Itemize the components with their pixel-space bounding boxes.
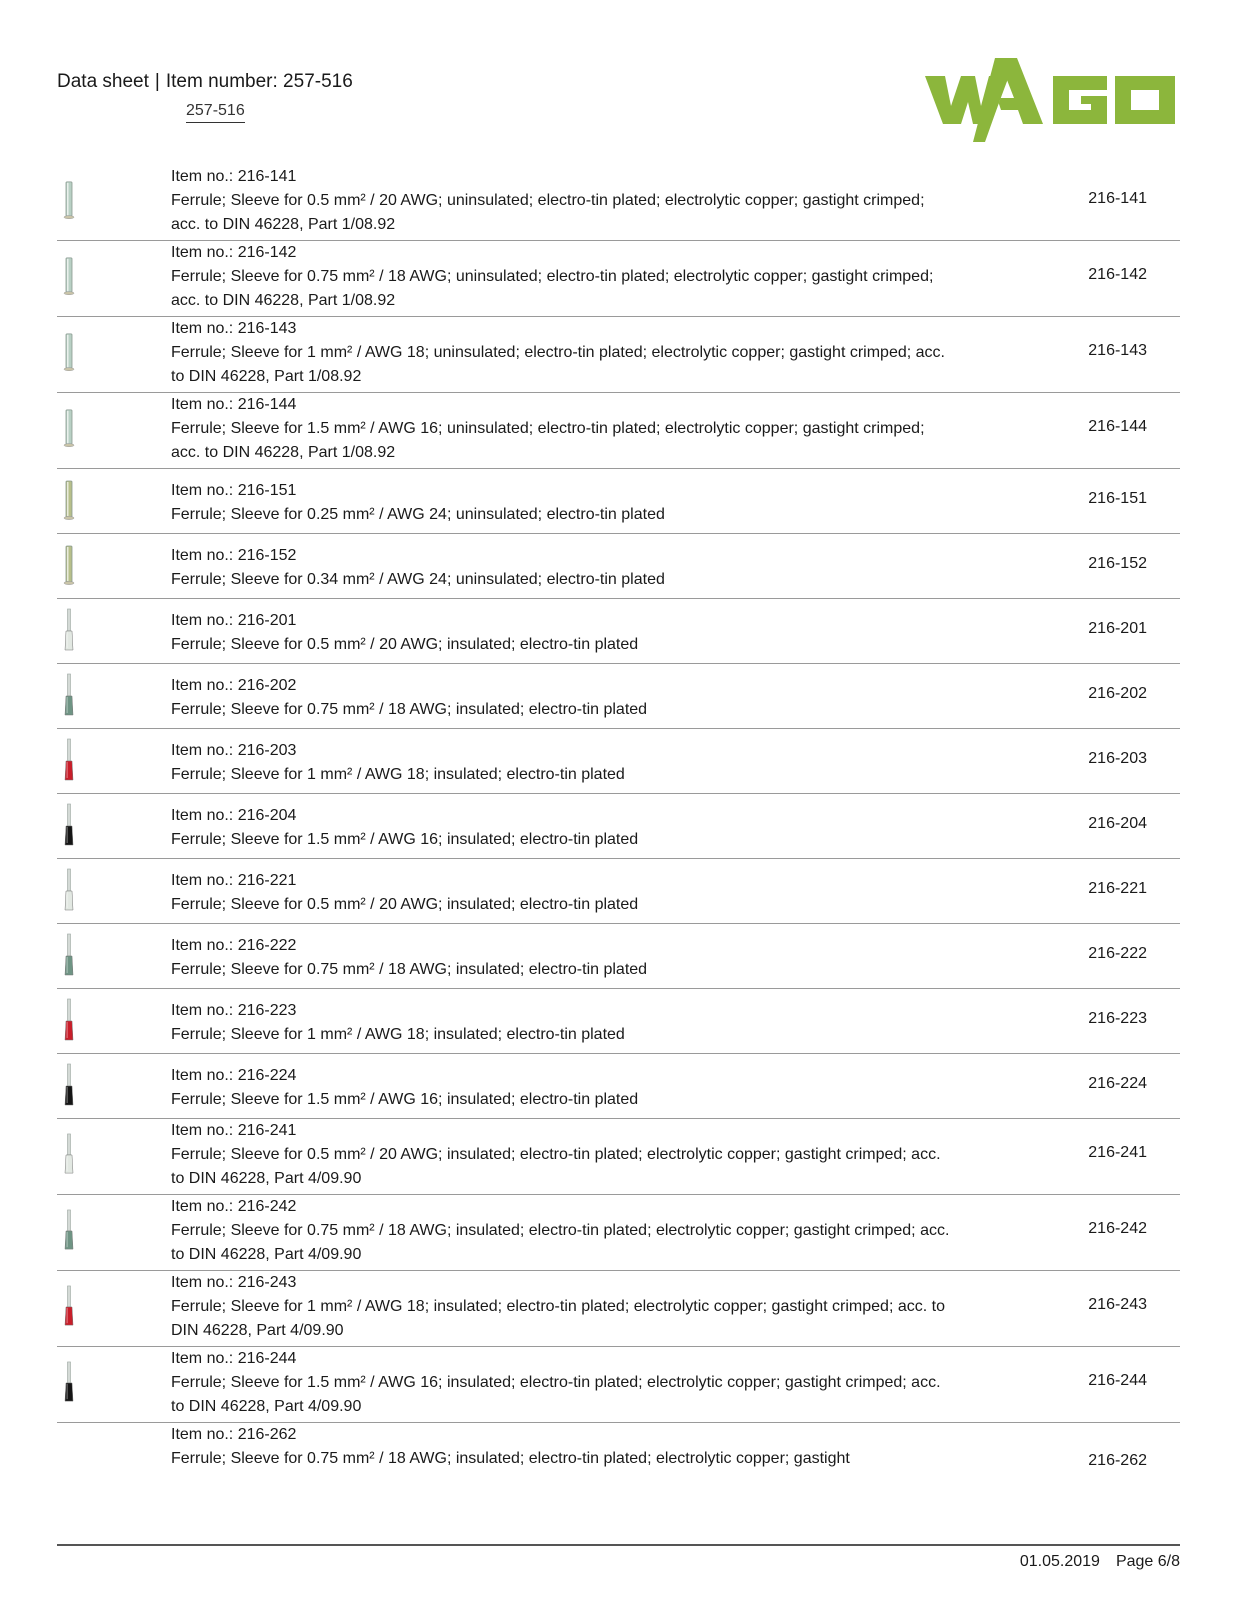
item-number: Item no.: 216-262 <box>171 1426 297 1443</box>
wago-logo-graphic <box>925 58 1180 143</box>
item-description-block <box>171 393 950 465</box>
ferrule-insulated-icon <box>59 998 79 1042</box>
item-description: Ferrule; Sleeve for 1 mm² / AWG 18; uninsulated; electro-tin plated; electrolytic copper; gastight crimped; acc. to DIN 46228, Part 1/08.92 <box>171 344 945 385</box>
item-number-label: Item number: 257-516 <box>165 71 353 92</box>
ferrule-uninsulated-graphic <box>59 331 79 373</box>
item-description: Ferrule; Sleeve for 0.75 mm² / 18 AWG; insulated; electro-tin plated; electrolytic copper; gastight <box>171 1450 850 1467</box>
ferrule-uninsulated-graphic <box>59 179 79 221</box>
item-description-block <box>171 934 950 982</box>
item-number: Item no.: 216-244 <box>171 1350 297 1367</box>
ferrule-uninsulated-icon <box>59 255 79 297</box>
table-row <box>57 165 1180 241</box>
table-row <box>57 859 1180 924</box>
item-description: Ferrule; Sleeve for 1 mm² / AWG 18; insulated; electro-tin plated <box>171 1026 625 1043</box>
item-number: Item no.: 216-152 <box>171 547 297 564</box>
item-description: Ferrule; Sleeve for 1.5 mm² / AWG 16; insulated; electro-tin plated <box>171 831 639 848</box>
item-description-block <box>171 1271 950 1343</box>
doc-type: Data sheet <box>57 71 149 92</box>
item-description-block <box>171 165 950 237</box>
item-description-block <box>171 999 950 1047</box>
item-code: 216-202 <box>1088 685 1147 702</box>
table-row <box>57 989 1180 1054</box>
item-code: 216-152 <box>1088 555 1147 572</box>
ferrule-insulated-icon <box>59 868 79 912</box>
ferrule-insulated-icon <box>59 673 79 717</box>
item-description: Ferrule; Sleeve for 0.75 mm² / 18 AWG; uninsulated; electro-tin plated; electrolytic copper; gastight crimped; acc. to DIN 46228, Part 1/08.92 <box>171 268 934 309</box>
ferrule-uninsulated-graphic <box>59 543 79 587</box>
item-code: 216-224 <box>1088 1075 1147 1092</box>
item-number: Item no.: 216-243 <box>171 1274 297 1291</box>
item-code: 216-262 <box>1088 1452 1147 1469</box>
ferrule-insulated-graphic <box>59 1361 79 1403</box>
ferrule-insulated-icon <box>59 1063 79 1107</box>
table-row <box>57 1423 1180 1503</box>
item-code: 216-144 <box>1088 418 1147 435</box>
document-title <box>57 71 353 93</box>
ferrule-insulated-graphic <box>59 673 79 717</box>
item-description: Ferrule; Sleeve for 1 mm² / AWG 18; insulated; electro-tin plated; electrolytic copper; gastight crimped; acc. to DIN 46228, Part 4/09.90 <box>171 1298 945 1339</box>
table-row <box>57 317 1180 393</box>
item-number: Item no.: 216-203 <box>171 742 297 759</box>
ferrule-insulated-graphic <box>59 1063 79 1107</box>
logo-letter-g <box>1053 76 1107 124</box>
item-description: Ferrule; Sleeve for 0.25 mm² / AWG 24; uninsulated; electro-tin plated <box>171 506 665 523</box>
ferrule-uninsulated-icon <box>59 543 79 587</box>
item-number: Item no.: 216-223 <box>171 1002 297 1019</box>
ferrule-uninsulated-icon <box>59 478 79 522</box>
item-number: Item no.: 216-142 <box>171 244 297 261</box>
item-description-block <box>171 1064 950 1112</box>
item-description: Ferrule; Sleeve for 0.75 mm² / 18 AWG; insulated; electro-tin plated <box>171 961 648 978</box>
ferrule-uninsulated-graphic <box>59 478 79 522</box>
table-row <box>57 1119 1180 1195</box>
item-description-block <box>171 674 950 722</box>
items-table <box>57 165 1180 1503</box>
table-row <box>57 1271 1180 1347</box>
item-description-block <box>171 1347 950 1419</box>
item-number: Item no.: 216-151 <box>171 482 297 499</box>
item-description-block <box>171 1195 950 1267</box>
table-row <box>57 599 1180 664</box>
item-description: Ferrule; Sleeve for 1.5 mm² / AWG 16; insulated; electro-tin plated; electrolytic copper; gastight crimped; acc. to DIN 46228, Part 4/09.90 <box>171 1374 941 1415</box>
ferrule-insulated-icon <box>59 1361 79 1403</box>
item-code: 216-222 <box>1088 945 1147 962</box>
item-description-block <box>171 739 950 787</box>
item-description-block <box>171 609 950 657</box>
item-description-block <box>171 1119 950 1191</box>
item-code: 216-204 <box>1088 815 1147 832</box>
ferrule-insulated-icon <box>59 1209 79 1251</box>
table-row <box>57 664 1180 729</box>
item-code: 216-242 <box>1088 1220 1147 1237</box>
item-number-link[interactable]: 257-516 <box>186 101 245 123</box>
ferrule-insulated-icon <box>59 608 79 652</box>
ferrule-insulated-graphic <box>59 738 79 782</box>
ferrule-insulated-graphic <box>59 1133 79 1175</box>
item-code: 216-244 <box>1088 1372 1147 1389</box>
item-description-block <box>171 241 950 313</box>
footer-divider <box>57 1544 1180 1546</box>
item-description: Ferrule; Sleeve for 1 mm² / AWG 18; insulated; electro-tin plated <box>171 766 625 783</box>
item-number: Item no.: 216-222 <box>171 937 297 954</box>
item-description-block <box>171 317 950 389</box>
ferrule-insulated-icon <box>59 1285 79 1327</box>
item-description-block <box>171 869 950 917</box>
item-number: Item no.: 216-242 <box>171 1198 297 1215</box>
ferrule-insulated-graphic <box>59 608 79 652</box>
item-description: Ferrule; Sleeve for 0.5 mm² / 20 AWG; insulated; electro-tin plated <box>171 636 639 653</box>
item-code: 216-203 <box>1088 750 1147 767</box>
ferrule-insulated-graphic <box>59 803 79 847</box>
table-row <box>57 924 1180 989</box>
item-code: 216-221 <box>1088 880 1147 897</box>
ferrule-insulated-graphic <box>59 1209 79 1251</box>
item-description: Ferrule; Sleeve for 1.5 mm² / AWG 16; insulated; electro-tin plated <box>171 1091 639 1108</box>
table-row <box>57 1054 1180 1119</box>
item-description: Ferrule; Sleeve for 0.34 mm² / AWG 24; uninsulated; electro-tin plated <box>171 571 665 588</box>
ferrule-insulated-icon <box>59 933 79 977</box>
item-code: 216-223 <box>1088 1010 1147 1027</box>
table-row <box>57 393 1180 469</box>
footer-date: 01.05.2019 <box>1019 1553 1100 1570</box>
table-row <box>57 241 1180 317</box>
footer-page-number: Page 6/8 <box>1115 1553 1180 1570</box>
item-number: Item no.: 216-144 <box>171 396 297 413</box>
item-description-block <box>171 479 950 527</box>
logo-letter-o <box>1115 76 1175 124</box>
item-number: Item no.: 216-141 <box>171 168 297 185</box>
item-code: 216-142 <box>1088 266 1147 283</box>
item-description: Ferrule; Sleeve for 0.5 mm² / 20 AWG; uninsulated; electro-tin plated; electrolytic copper; gastight crimped; acc. to DIN 46228, Part 1/08.92 <box>171 192 925 233</box>
item-code: 216-143 <box>1088 342 1147 359</box>
item-description-block <box>171 544 950 592</box>
item-number: Item no.: 216-204 <box>171 807 297 824</box>
table-row <box>57 469 1180 534</box>
item-number: Item no.: 216-201 <box>171 612 297 629</box>
item-number: Item no.: 216-224 <box>171 1067 297 1084</box>
item-code: 216-141 <box>1088 190 1147 207</box>
title-separator: | <box>154 71 160 92</box>
wago-logo <box>925 58 1180 143</box>
item-number: Item no.: 216-221 <box>171 872 297 889</box>
item-description: Ferrule; Sleeve for 0.5 mm² / 20 AWG; insulated; electro-tin plated <box>171 896 639 913</box>
ferrule-insulated-icon <box>59 803 79 847</box>
item-description-block <box>171 1423 950 1471</box>
item-description: Ferrule; Sleeve for 1.5 mm² / AWG 16; uninsulated; electro-tin plated; electrolytic copper; gastight crimped; acc. to DIN 46228, Part 1/08.92 <box>171 420 925 461</box>
table-row <box>57 1195 1180 1271</box>
item-description: Ferrule; Sleeve for 0.5 mm² / 20 AWG; insulated; electro-tin plated; electrolytic copper; gastight crimped; acc. to DIN 46228, Part 4/09.90 <box>171 1146 941 1187</box>
item-number: Item no.: 216-143 <box>171 320 297 337</box>
ferrule-insulated-graphic <box>59 933 79 977</box>
item-code: 216-243 <box>1088 1296 1147 1313</box>
item-number: Item no.: 216-202 <box>171 677 297 694</box>
ferrule-insulated-graphic <box>59 998 79 1042</box>
table-row <box>57 1347 1180 1423</box>
item-description-block <box>171 804 950 852</box>
ferrule-insulated-graphic <box>59 1285 79 1327</box>
ferrule-insulated-graphic <box>59 868 79 912</box>
item-number: Item no.: 216-241 <box>171 1122 297 1139</box>
ferrule-insulated-icon <box>59 738 79 782</box>
table-row <box>57 729 1180 794</box>
table-row <box>57 794 1180 859</box>
ferrule-uninsulated-icon <box>59 331 79 373</box>
item-code: 216-151 <box>1088 490 1147 507</box>
ferrule-uninsulated-graphic <box>59 255 79 297</box>
ferrule-uninsulated-icon <box>59 179 79 221</box>
table-row <box>57 534 1180 599</box>
item-code: 216-201 <box>1088 620 1147 637</box>
item-code: 216-241 <box>1088 1144 1147 1161</box>
page-footer <box>1020 1553 1180 1571</box>
ferrule-uninsulated-graphic <box>59 407 79 449</box>
ferrule-insulated-icon <box>59 1133 79 1175</box>
ferrule-uninsulated-icon <box>59 407 79 449</box>
item-description: Ferrule; Sleeve for 0.75 mm² / 18 AWG; insulated; electro-tin plated; electrolytic copper; gastight crimped; acc. to DIN 46228, Part 4/09.90 <box>171 1222 950 1263</box>
item-description: Ferrule; Sleeve for 0.75 mm² / 18 AWG; insulated; electro-tin plated <box>171 701 648 718</box>
